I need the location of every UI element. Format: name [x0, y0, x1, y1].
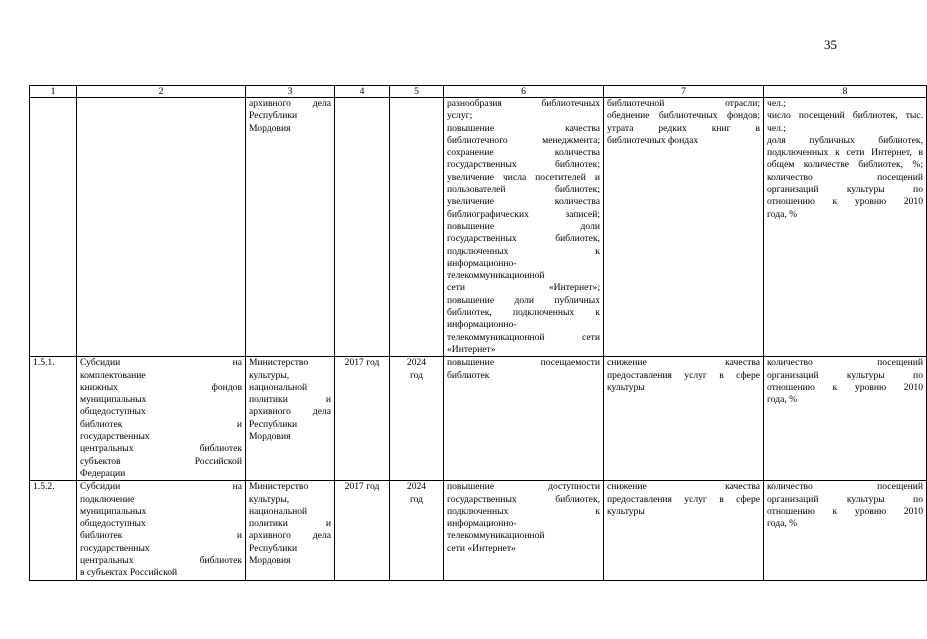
table-row — [30, 481, 927, 580]
cell-line: чел.; — [767, 98, 786, 109]
cell-line: снижение качества — [607, 357, 760, 369]
cell-line: Министерство — [249, 357, 309, 369]
cell-line: количество посещений — [767, 481, 923, 493]
executor-cell — [246, 481, 335, 580]
cell-line: государственных библиотек, — [447, 233, 600, 245]
cell-line: 2024 — [406, 357, 427, 369]
cell-line: повышение доли — [447, 220, 600, 232]
header-cell: 2 — [77, 86, 246, 98]
cell-line: сети «Интернет» — [447, 542, 516, 554]
cell-line: отношению к уровню 2010 — [767, 196, 923, 208]
cell-line: количество посещений — [767, 357, 923, 369]
cell-line: разнообразия библиотечных — [447, 98, 600, 109]
cell-line: государственных — [80, 431, 150, 443]
cell-line: информационно- — [447, 319, 517, 331]
cell-line: Республики — [249, 418, 298, 430]
cell-line: год — [409, 493, 424, 505]
cell-line: информационно- — [447, 257, 517, 269]
end-year-cell — [390, 357, 444, 481]
cell-line: библиотечной отрасли; — [607, 98, 760, 109]
cell-line: общедоступных — [80, 518, 146, 530]
cell-line: повышение посещаемости — [447, 357, 600, 369]
cell-line: повышение доступности — [447, 481, 600, 493]
cell-line: центральных библиотек — [80, 554, 242, 566]
consequences-cell — [604, 357, 764, 481]
start-year-cell: 2017 год — [335, 357, 390, 481]
cell-line: библиотечных фондах — [607, 134, 699, 146]
consequences-cell — [604, 481, 764, 580]
measure-name-cell — [77, 481, 246, 580]
cell-line: комплектование — [80, 369, 146, 381]
cell-line: услуг; — [447, 110, 473, 122]
expected-results-cell — [444, 98, 604, 357]
cell-line: телекоммуникационной — [447, 530, 545, 542]
cell-line: библиотек, подключенных к — [447, 307, 600, 319]
cell-line: чел.; — [767, 122, 786, 134]
cell-line: снижение качества — [607, 481, 760, 493]
cell-line: архивного дела — [249, 98, 331, 109]
measure-name-cell — [77, 98, 246, 357]
cell-line: культуры, — [249, 369, 290, 381]
cell-line: число посещений библиотек, тыс. — [767, 110, 923, 122]
cell-line: культуры, — [249, 493, 290, 505]
cell-line: 2024 — [406, 481, 427, 493]
cell-line: год — [409, 369, 424, 381]
cell-line: культуры — [607, 381, 645, 393]
page-number: 35 — [824, 37, 837, 52]
cell-line: телекоммуникационной — [447, 270, 545, 282]
cell-line: политики и — [249, 518, 331, 530]
end-year-cell — [390, 98, 444, 357]
cell-line: Министерство — [249, 481, 309, 493]
cell-line: архивного дела — [249, 530, 331, 542]
cell-line: государственных библиотек; — [447, 159, 600, 171]
cell-line: доля публичных библиотек, — [767, 134, 923, 146]
cell-line: Субсидии на — [80, 357, 242, 369]
cell-line: организаций культуры по — [767, 493, 923, 505]
cell-line: предоставления услуг в сфере — [607, 369, 760, 381]
item-number-cell: 1.5.1. — [30, 357, 77, 481]
end-year-cell — [390, 481, 444, 580]
cell-line: национальной — [249, 381, 308, 393]
executor-cell — [246, 357, 335, 481]
cell-line: увеличение числа посетителей и — [447, 171, 600, 183]
cell-line: информационно- — [447, 518, 517, 530]
indicators-cell — [764, 98, 927, 357]
cell-line: библиотек и — [80, 530, 242, 542]
start-year-cell — [335, 98, 390, 357]
cell-line: в субъектах Российской — [80, 567, 178, 579]
cell-line: архивного дела — [249, 406, 331, 418]
cell-line: пользователей библиотек; — [447, 184, 600, 196]
cell-line: Федерации — [80, 467, 126, 479]
cell-line: муниципальных — [80, 505, 147, 517]
cell-line: сохранение количества — [447, 147, 600, 159]
cell-line: центральных библиотек — [80, 443, 242, 455]
header-cell: 8 — [764, 86, 927, 98]
item-number-cell: 1.5.2. — [30, 481, 77, 580]
cell-line: библиотек — [447, 369, 490, 381]
cell-line: «Интернет» — [447, 343, 496, 355]
table-row — [30, 357, 927, 481]
cell-line: политики и — [249, 394, 331, 406]
cell-line: государственных библиотек, — [447, 493, 600, 505]
cell-line: Республики — [249, 542, 298, 554]
header-cell: 6 — [444, 86, 604, 98]
start-year-cell: 2017 год — [335, 481, 390, 580]
cell-line: года, % — [767, 208, 798, 220]
expected-results-cell — [444, 357, 604, 481]
cell-line: государственных — [80, 542, 150, 554]
header-row — [30, 86, 927, 98]
cell-line: утрата редких книг в — [607, 122, 760, 134]
cell-line: предоставления услуг в сфере — [607, 493, 760, 505]
header-cell: 3 — [246, 86, 335, 98]
header-cell: 1 — [30, 86, 77, 98]
cell-line: общем количестве библиотек, %; — [767, 159, 923, 171]
cell-line: Субсидии на — [80, 481, 242, 493]
indicators-cell — [764, 481, 927, 580]
header-cell: 5 — [390, 86, 444, 98]
indicators-cell — [764, 357, 927, 481]
program-measures-table — [29, 85, 927, 581]
cell-line: телекоммуникационной сети — [447, 331, 600, 343]
header-cell: 4 — [335, 86, 390, 98]
cell-line: муниципальных — [80, 394, 147, 406]
cell-line: организаций культуры по — [767, 369, 923, 381]
cell-line: культуры — [607, 505, 645, 517]
measure-name-cell — [77, 357, 246, 481]
cell-line: количество посещений — [767, 171, 923, 183]
cell-line: организаций культуры по — [767, 184, 923, 196]
cell-line: Республики — [249, 110, 298, 122]
cell-line: обеднение библиотечных фондов; — [607, 110, 760, 122]
item-number-cell — [30, 98, 77, 357]
cell-line: библиографических записей; — [447, 208, 600, 220]
cell-line: Мордовия — [249, 122, 291, 134]
table-row — [30, 98, 927, 357]
cell-line: повышение доли публичных — [447, 294, 600, 306]
cell-line: года, % — [767, 518, 798, 530]
cell-line: подключение — [80, 493, 135, 505]
cell-line: подключенных к — [447, 245, 600, 257]
cell-line: национальной — [249, 505, 308, 517]
cell-line: Мордовия — [249, 431, 291, 443]
executor-cell — [246, 98, 335, 357]
cell-line: сети «Интернет»; — [447, 282, 600, 294]
expected-results-cell — [444, 481, 604, 580]
cell-line: подключенных к — [447, 505, 600, 517]
cell-line: подключенных к сети Интернет, в — [767, 147, 923, 159]
cell-line: года, % — [767, 394, 798, 406]
cell-line: Мордовия — [249, 554, 291, 566]
cell-line: книжных фондов — [80, 381, 242, 393]
header-cell: 7 — [604, 86, 764, 98]
cell-line: субъектов Российской — [80, 455, 242, 467]
cell-line: отношению к уровню 2010 — [767, 505, 923, 517]
cell-line: отношению к уровню 2010 — [767, 381, 923, 393]
cell-line: библиотек и — [80, 418, 242, 430]
cell-line: повышение качества — [447, 122, 600, 134]
cell-line: общедоступных — [80, 406, 146, 418]
consequences-cell — [604, 98, 764, 357]
cell-line: библиотечного менеджмента; — [447, 134, 600, 146]
cell-line: увеличение количества — [447, 196, 600, 208]
